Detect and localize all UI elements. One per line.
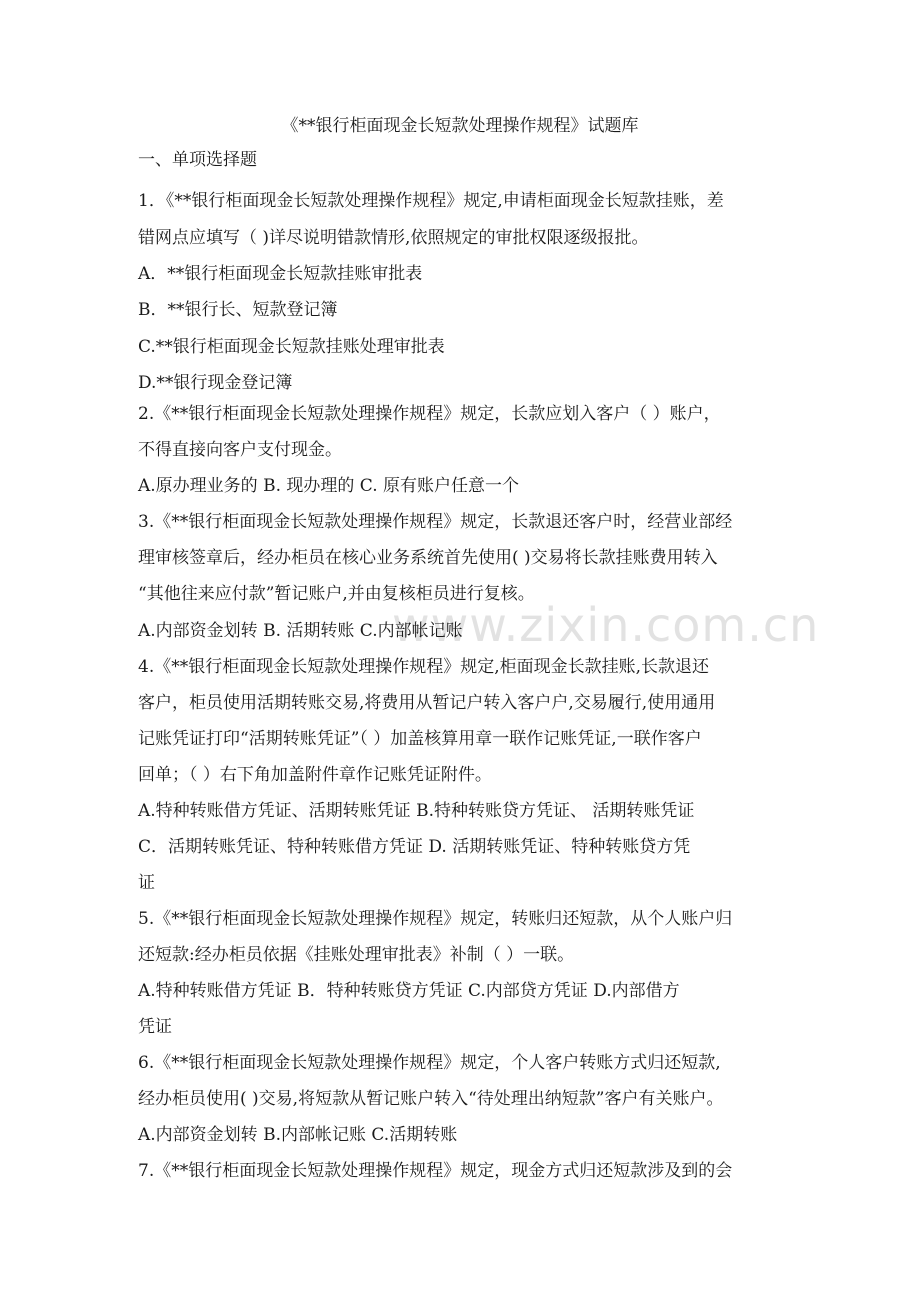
text-line: 凭证 <box>138 1017 172 1037</box>
document-title: 《**银行柜面现金长短款处理操作规程》试题库 <box>281 116 639 136</box>
text-line: 不得直接向客户支付现金。 <box>138 440 342 460</box>
text-line: B．**银行长、短款登记簿 <box>138 300 338 320</box>
text-line: 2.《**银行柜面现金长短款处理操作规程》规定，长款应划入客户（ ）账户， <box>138 404 721 424</box>
text-line: 经办柜员使用( )交易,将短款从暂记账户转入“待处理出纳短款”客户有关账户。 <box>138 1089 724 1109</box>
text-line: “其他往来应付款”暂记账户,并由复核柜员进行复核。 <box>138 584 535 604</box>
text-line: A.内部资金划转 B. 活期转账 C.内部帐记账 <box>138 621 463 641</box>
text-line: 4.《**银行柜面现金长短款处理操作规程》规定,柜面现金长款挂账,长款退还 <box>138 657 710 677</box>
text-line: 还短款:经办柜员依据《挂账处理审批表》补制（ ）一联。 <box>138 945 575 965</box>
text-line: 7.《**银行柜面现金长短款处理操作规程》规定，现金方式归还短款涉及到的会 <box>138 1161 733 1181</box>
text-line: 5.《**银行柜面现金长短款处理操作规程》规定，转账归还短款，从个人账户归 <box>138 909 733 929</box>
text-line: 3.《**银行柜面现金长短款处理操作规程》规定，长款退还客户时，经营业部经 <box>138 512 733 532</box>
section-heading: 一、单项选择题 <box>138 150 257 170</box>
text-line: C.**银行柜面现金长短款挂账处理审批表 <box>138 337 445 357</box>
text-line: D.**银行现金登记簿 <box>138 373 293 393</box>
watermark: www.zixin.com.cn <box>392 598 820 652</box>
text-line: A.原办理业务的 B. 现办理的 C. 原有账户任意一个 <box>138 476 519 496</box>
text-line: 记账凭证打印“活期转账凭证”（ ）加盖核算用章一联作记账凭证,一联作客户 <box>138 729 702 749</box>
text-line: 客户，柜员使用活期转账交易,将费用从暂记户转入客户户,交易履行,使用通用 <box>138 693 716 713</box>
text-line: 1．《**银行柜面现金长短款处理操作规程》规定,申请柜面现金长短款挂账，差 <box>138 191 724 211</box>
text-line: C．活期转账凭证、特种转账借方凭证 D. 活期转账凭证、特种转账贷方凭 <box>138 837 691 857</box>
text-line: 回单；（ ）右下角加盖附件章作记账凭证附件。 <box>138 765 492 785</box>
text-line: A.内部资金划转 B.内部帐记账 C.活期转账 <box>138 1125 458 1145</box>
text-line: 错网点应填写（ )详尽说明错款情形,依照规定的审批权限逐级报批。 <box>138 228 649 248</box>
text-line: 理审核签章后，经办柜员在核心业务系统首先使用( )交易将长款挂账费用转入 <box>138 548 718 568</box>
text-line: 6.《**银行柜面现金长短款处理操作规程》规定，个人客户转账方式归还短款, <box>138 1053 721 1073</box>
text-line: 证 <box>138 873 155 893</box>
text-line: A.特种转账借方凭证 B．特种转账贷方凭证 C.内部贷方凭证 D.内部借方 <box>138 981 680 1001</box>
text-line: A.特种转账借方凭证、活期转账凭证 B.特种转账贷方凭证、 活期转账凭证 <box>138 801 695 821</box>
text-line: A．**银行柜面现金长短款挂账审批表 <box>138 264 423 284</box>
